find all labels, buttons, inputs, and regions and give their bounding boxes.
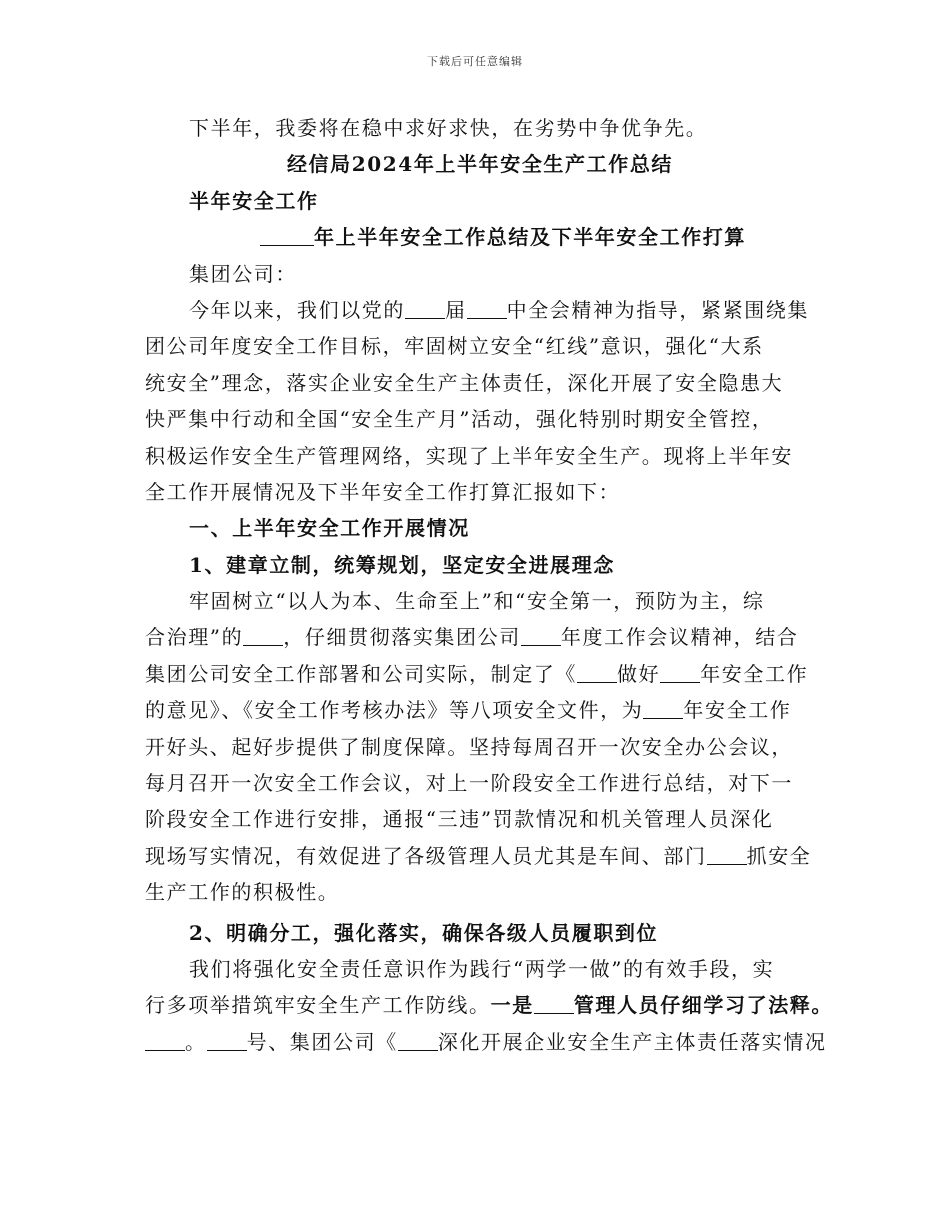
- blank-underline: [534, 991, 574, 1014]
- page-header: 下载后可任意编辑: [427, 55, 523, 68]
- blank-underline: [260, 223, 314, 246]
- paragraph-line: 快严集中行动和全国“安全生产月”活动，强化特别时期安全管控，: [145, 407, 774, 432]
- paragraph-line: 开好头、起好步提供了制度保障。坚持每周召开一次安全办公会议，: [145, 734, 793, 759]
- blank-underline: [521, 623, 561, 646]
- paragraph-line: 生产工作的积极性。: [145, 880, 340, 905]
- blank-underline: [660, 660, 700, 683]
- paragraph-line: 每月召开一次安全工作会议，对上一阶段安全工作进行总结，对下一: [145, 771, 793, 796]
- document-title: 经信局2024年上半年安全生产工作总结: [286, 152, 674, 177]
- paragraph-line: 行多项举措筑牢安全生产工作防线。一是 管理人员仔细学习了法释。: [145, 993, 834, 1018]
- paragraph-line: 。 号、集团公司《 深化开展企业安全生产主体责任落实情况: [145, 1024, 815, 1060]
- blank-underline: [577, 660, 617, 683]
- document-body: [145, 110, 834, 1056]
- paragraph-line: 团公司年度安全工作目标，牢固树立安全“红线”意识，强化“大系: [145, 334, 764, 359]
- paragraph-line: 牢固树立“以人为本、生命至上”和“安全第一，预防为主，综: [189, 589, 765, 614]
- paragraph-line: 统安全”理念，落实企业安全生产主体责任，深化开展了安全隐患大: [145, 370, 784, 395]
- blank-underline: [398, 1028, 438, 1051]
- subsection-heading: 1、建章立制，统筹规划，坚定安全进展理念: [189, 552, 615, 577]
- blank-underline: [145, 1028, 185, 1051]
- paragraph-line: 今年以来，我们以党的 届 中全会精神为指导，紧紧围绕集: [189, 297, 810, 322]
- blank-underline: [405, 296, 445, 319]
- subtitle: 年上半年安全工作总结及下半年安全工作打算: [145, 219, 815, 255]
- blank-underline: [207, 1028, 247, 1051]
- salutation: 集团公司：: [189, 261, 297, 286]
- paragraph-line: 阶段安全工作进行安排，通报“三违”罚款情况和机关管理人员深化: [145, 807, 774, 832]
- paragraph-line: 我们将强化安全责任意识作为践行“两学一做”的有效手段，实: [189, 956, 775, 981]
- paragraph-line: 下半年，我委将在稳中求好求快，在劣势中争优争先。: [189, 116, 708, 140]
- section-heading: 半年安全工作: [189, 188, 319, 213]
- blank-underline: [243, 623, 283, 646]
- paragraph-line: 积极运作安全生产管理网络，实现了上半年安全生产。现将上半年安: [145, 443, 793, 468]
- subsection-heading: 2、明确分工，强化落实，确保各级人员履职到位: [189, 920, 659, 945]
- paragraph-line: 合治理”的 ，仔细贯彻落实集团公司 年度工作会议精神，结合: [145, 625, 799, 650]
- paragraph-line: 集团公司安全工作部署和公司实际，制定了《 做好 年安全工作: [145, 661, 809, 686]
- paragraph-line: 现场写实情况，有效促进了各级管理人员尤其是车间、部门 抓安全: [145, 843, 812, 868]
- paragraph-line: 全工作开展情况及下半年安全工作打算汇报如下：: [145, 479, 621, 504]
- section-heading: 一、上半年安全工作开展情况: [189, 516, 470, 541]
- blank-underline: [707, 842, 747, 865]
- paragraph-line: 的意见》、《安全工作考核办法》等八项安全文件，为 年安全工作: [145, 698, 792, 723]
- blank-underline: [467, 296, 507, 319]
- blank-underline: [643, 696, 683, 719]
